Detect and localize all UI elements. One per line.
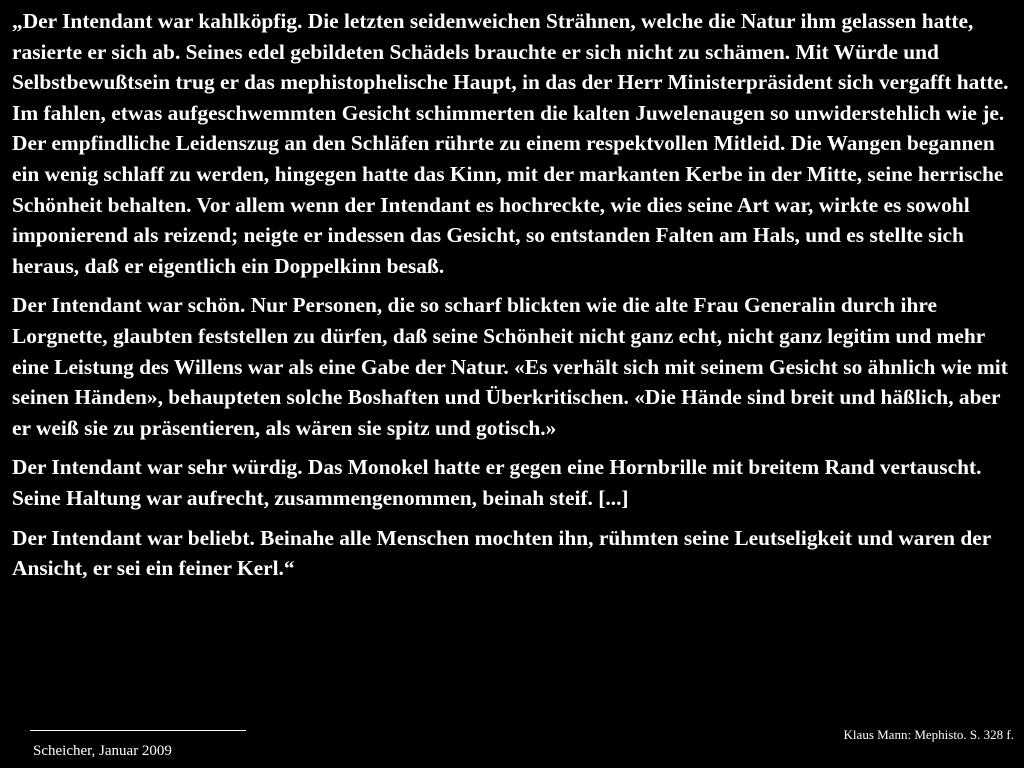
footer-author-date: Scheicher, Januar 2009	[33, 743, 172, 759]
quote-text	[12, 6, 1016, 593]
paragraph-1: „Der Intendant war kahlköpfig. Die letzten seidenweichen Strähnen, welche die Natur ihm gelassen hatte, rasierte er sich ab. Seines edel gebildeten Schädels brauchte er sich nicht zu schämen. Mit Würde und Selbstbewußtsein trug er das mephistophelische Haupt, in das der Herr Ministerpräsident sich vergafft hatte. Im fahlen, etwas aufgeschwemmten Gesicht schimmerten die kalten Juwelenaugen so unwiderstehlich wie je. Der empfindliche Leidenszug an den Schläfen rührte zu einem respektvollen Mitleid. Die Wangen begannen ein wenig schlaff zu werden, hingegen hatte das Kinn, mit der markanten Kerbe in der Mitte, seine herrische Schönheit behalten. Vor allem wenn der Intendant es hochreckte, wie dies seine Art war, wirkte es sowohl imponierend als reizend; neigte er indessen das Gesicht, so entstanden Falten am Hals, und es stellte sich heraus, daß er eigentlich ein Doppelkinn besaß.	[12, 9, 1009, 278]
paragraph-4: Der Intendant war beliebt. Beinahe alle Menschen mochten ihn, rühmten seine Leutseligkeit und waren der Ansicht, er sei ein feiner Kerl.“	[12, 525, 991, 581]
paragraph-3: Der Intendant war sehr würdig. Das Monokel hatte er gegen eine Hornbrille mit breitem Rand vertauscht. Seine Haltung war aufrecht, zusammengenommen, beinah steif. [...]	[12, 455, 982, 510]
footer-source-citation: Klaus Mann: Mephisto. S. 328 f.	[843, 727, 1014, 742]
footer-divider	[30, 730, 246, 731]
paragraph-2: Der Intendant war schön. Nur Personen, die so scharf blickten wie die alte Frau Generalin durch ihre Lorgnette, glaubten feststellen zu dürfen, daß seine Schönheit nicht ganz echt, nicht ganz legitim und mehr eine Leistung des Willens war als eine Gabe der Natur. «Es verhält sich mit seinem Gesicht so ähnlich wie mit seinen Händen», behaupteten solche Boshaften und Überkritischen. «Die Hände sind breit und häßlich, aber er weiß sie zu präsentieren, als wären sie spitz und gotisch.»	[12, 293, 1008, 440]
